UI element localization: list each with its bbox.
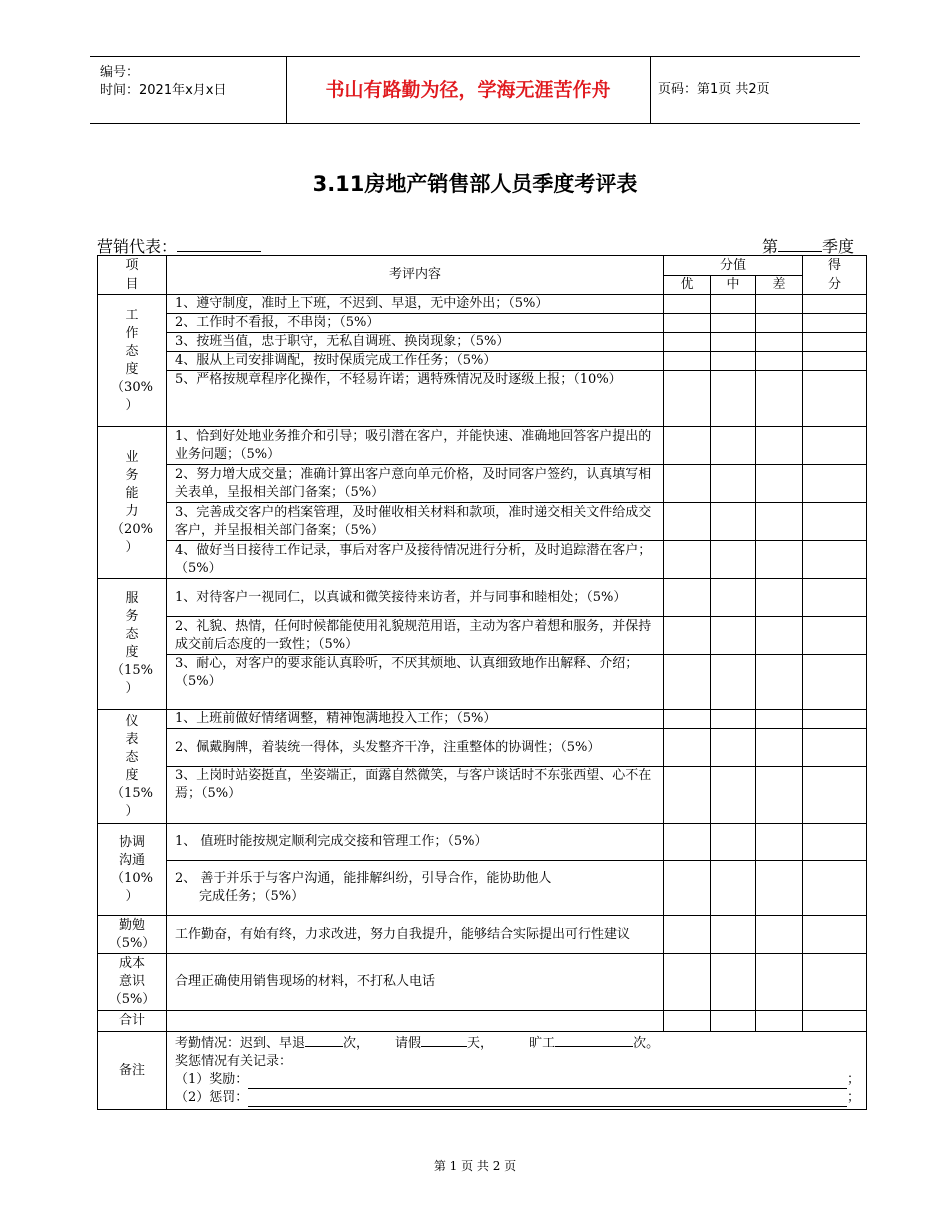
score-good-cell[interactable] — [664, 541, 711, 579]
time-label: 时间：2021年x月x日 — [100, 83, 227, 98]
criterion-item: 1、 值班时能按规定顺利完成交接和管理工作；（5%） — [167, 824, 664, 861]
page-title: 3.11房地产销售部人员季度考评表 — [312, 172, 638, 196]
score-total-cell[interactable] — [803, 916, 867, 954]
score-total-cell[interactable] — [803, 617, 867, 655]
col-bad-header: 差 — [756, 276, 803, 295]
quarter-blank[interactable] — [778, 237, 822, 252]
score-total-cell[interactable] — [803, 861, 867, 916]
score-good-cell[interactable] — [664, 503, 711, 541]
section-service-attitude: 服 务 态 度 （15% ） — [98, 579, 167, 710]
reward-blank[interactable] — [248, 1074, 847, 1089]
header-motto: 书山有路勤为径，学海无涯苦作舟 — [286, 57, 651, 123]
attendance-text: 请假 — [395, 1036, 422, 1051]
score-mid-cell[interactable] — [711, 916, 756, 954]
score-bad-cell[interactable] — [756, 954, 803, 1011]
score-mid-cell[interactable] — [711, 767, 756, 824]
score-good-cell[interactable] — [664, 352, 711, 371]
total-content-cell — [167, 1011, 664, 1032]
col-content-header: 考评内容 — [167, 256, 664, 295]
section-cost-awareness: 成本 意识 （5%） — [98, 954, 167, 1011]
score-mid-cell[interactable] — [711, 729, 756, 767]
section-work-attitude: 工 作 态 度 （30% ） — [98, 295, 167, 427]
criterion-item: 2、努力增大成交量；准确计算出客户意向单元价格，及时同客户签约，认真填写相关表单，呈报相关部门备案；（5%） — [167, 465, 664, 503]
score-mid-cell[interactable] — [711, 617, 756, 655]
score-total-cell[interactable] — [803, 503, 867, 541]
score-bad-cell[interactable] — [756, 465, 803, 503]
evaluation-table — [97, 255, 867, 1110]
score-total-cell[interactable] — [803, 579, 867, 617]
score-bad-cell[interactable] — [756, 541, 803, 579]
reward-label: （1）奖励： — [175, 1072, 249, 1087]
col-mid-header: 中 — [711, 276, 756, 295]
score-mid-cell[interactable] — [711, 314, 756, 333]
score-good-cell[interactable] — [664, 427, 711, 465]
score-total-cell[interactable] — [803, 729, 867, 767]
score-mid-cell[interactable] — [711, 541, 756, 579]
score-good-cell[interactable] — [664, 333, 711, 352]
score-good-cell[interactable] — [664, 710, 711, 729]
score-mid-cell[interactable] — [711, 1011, 756, 1032]
criterion-item: 1、恰到好处地业务推介和引导；吸引潜在客户，并能快速、准确地回答客户提出的业务问题；（5%） — [167, 427, 664, 465]
criterion-item: 合理正确使用销售现场的材料，不打私人电话 — [167, 954, 664, 1011]
score-total-cell[interactable] — [803, 427, 867, 465]
score-good-cell[interactable] — [664, 655, 711, 710]
criterion-item: 1、遵守制度，准时上下班，不迟到、早退，无中途外出；（5%） — [167, 295, 664, 314]
score-total-cell[interactable] — [803, 954, 867, 1011]
score-mid-cell[interactable] — [711, 465, 756, 503]
score-bad-cell[interactable] — [756, 295, 803, 314]
criterion-item: 4、服从上司安排调配，按时保质完成工作任务；（5%） — [167, 352, 664, 371]
criterion-item: 3、上岗时站姿挺直，坐姿端正，面露自然微笑，与客户谈话时不东张西望、心不在焉；（5%） — [167, 767, 664, 824]
col-good-header: 优 — [664, 276, 711, 295]
score-bad-cell[interactable] — [756, 371, 803, 427]
penalty-label: （2）惩罚： — [175, 1090, 249, 1105]
score-total-cell[interactable] — [803, 655, 867, 710]
criterion-item: 1、对待客户一视同仁，以真诚和微笑接待来访者，并与同事和睦相处；（5%） — [167, 579, 664, 617]
score-good-cell[interactable] — [664, 916, 711, 954]
score-mid-cell[interactable] — [711, 824, 756, 861]
penalty-blank[interactable] — [248, 1092, 847, 1107]
criterion-item: 2、工作时不看报，不串岗；（5%） — [167, 314, 664, 333]
score-bad-cell[interactable] — [756, 427, 803, 465]
quarter-field — [762, 234, 854, 257]
score-mid-cell[interactable] — [711, 503, 756, 541]
quarter-prefix: 第 — [761, 237, 778, 256]
attendance-text: 旷工 — [529, 1036, 556, 1051]
criterion-item: 1、上班前做好情绪调整，精神饱满地投入工作；（5%） — [167, 710, 664, 729]
attendance-text: 考勤情况：迟到、早退 — [175, 1036, 306, 1051]
criterion-item: 3、按班当值，忠于职守，无私自调班、换岗现象；（5%） — [167, 333, 664, 352]
score-total-cell[interactable] — [803, 465, 867, 503]
score-good-cell[interactable] — [664, 861, 711, 916]
score-total-cell[interactable] — [803, 824, 867, 861]
score-bad-cell[interactable] — [756, 729, 803, 767]
total-label: 合计 — [98, 1011, 167, 1032]
page-header — [90, 56, 860, 124]
score-total-cell[interactable] — [803, 541, 867, 579]
col-score-header: 分值 — [664, 256, 803, 276]
score-bad-cell[interactable] — [756, 617, 803, 655]
score-bad-cell[interactable] — [756, 861, 803, 916]
attendance-text: 次， — [343, 1036, 370, 1051]
criterion-item: 2、佩戴胸牌，着装统一得体，头发整齐干净，注重整体的协调性；（5%） — [167, 729, 664, 767]
attendance-text: 天， — [467, 1036, 494, 1051]
score-mid-cell[interactable] — [711, 427, 756, 465]
score-bad-cell[interactable] — [756, 579, 803, 617]
score-total-cell[interactable] — [803, 710, 867, 729]
score-total-cell[interactable] — [803, 767, 867, 824]
col-item-header: 项 目 — [98, 256, 167, 295]
score-good-cell[interactable] — [664, 617, 711, 655]
criterion-item: 3、耐心，对客户的要求能认真聆听，不厌其烦地、认真细致地作出解释、介绍；（5%） — [167, 655, 664, 710]
score-good-cell[interactable] — [664, 465, 711, 503]
section-business-ability: 业 务 能 力 （20% ） — [98, 427, 167, 579]
criterion-item — [167, 861, 664, 916]
score-good-cell[interactable] — [664, 954, 711, 1011]
score-good-cell[interactable] — [664, 295, 711, 314]
criterion-item: 4、做好当日接待工作记录，事后对客户及接待情况进行分析，及时追踪潜在客户；（5%） — [167, 541, 664, 579]
criterion-item: 工作勤奋，有始有终，力求改进，努力自我提升，能够结合实际提出可行性建议 — [167, 916, 664, 954]
score-mid-cell[interactable] — [711, 954, 756, 1011]
score-bad-cell[interactable] — [756, 916, 803, 954]
rep-field — [97, 234, 261, 257]
attendance-line — [175, 1032, 860, 1053]
end-mark: ； — [847, 1072, 861, 1087]
end-mark: ； — [847, 1090, 861, 1105]
criterion-item: 2、礼貌、热情，任何时候都能使用礼貌规范用语，主动为客户着想和服务，并保持成交前后态度的一致性；（5%） — [167, 617, 664, 655]
score-bad-cell[interactable] — [756, 333, 803, 352]
score-good-cell[interactable] — [664, 729, 711, 767]
rep-blank[interactable] — [177, 237, 261, 252]
rep-label: 营销代表： — [97, 237, 178, 256]
score-bad-cell[interactable] — [756, 710, 803, 729]
section-appearance: 仪 表 态 度 （15% ） — [98, 710, 167, 824]
col-total-header: 得 分 — [803, 256, 867, 295]
score-total-cell[interactable] — [803, 352, 867, 371]
score-bad-cell[interactable] — [756, 824, 803, 861]
score-good-cell[interactable] — [664, 824, 711, 861]
quarter-suffix: 季度 — [821, 237, 854, 256]
late-count-blank[interactable] — [305, 1032, 343, 1047]
criterion-item: 5、严格按规章程序化操作，不轻易许诺；遇特殊情况及时逐级上报；（10%） — [167, 371, 664, 427]
score-bad-cell[interactable] — [756, 1011, 803, 1032]
score-mid-cell[interactable] — [711, 579, 756, 617]
score-bad-cell[interactable] — [756, 503, 803, 541]
score-bad-cell[interactable] — [756, 655, 803, 710]
score-bad-cell[interactable] — [756, 767, 803, 824]
attendance-text: 次。 — [633, 1036, 660, 1051]
score-mid-cell[interactable] — [711, 371, 756, 427]
leave-days-blank[interactable] — [421, 1032, 467, 1047]
score-good-cell[interactable] — [664, 767, 711, 824]
score-total-cell[interactable] — [803, 371, 867, 427]
page-footer: 第 1 页 共 2 页 — [433, 1159, 517, 1173]
score-total-cell[interactable] — [803, 314, 867, 333]
records-label: 奖惩情况有关记录： — [175, 1054, 293, 1069]
score-total-cell[interactable] — [803, 333, 867, 352]
score-mid-cell[interactable] — [711, 333, 756, 352]
penalty-line — [175, 1089, 860, 1107]
score-total-cell[interactable] — [803, 1011, 867, 1032]
absence-count-blank[interactable] — [555, 1032, 633, 1047]
remarks-content — [167, 1032, 867, 1110]
section-diligence: 勤勉 （5%） — [98, 916, 167, 954]
score-mid-cell[interactable] — [711, 655, 756, 710]
score-bad-cell[interactable] — [756, 314, 803, 333]
score-mid-cell[interactable] — [711, 295, 756, 314]
header-meta — [90, 57, 287, 123]
score-mid-cell[interactable] — [711, 352, 756, 371]
serial-label: 编号： — [100, 65, 140, 80]
score-bad-cell[interactable] — [756, 352, 803, 371]
score-good-cell[interactable] — [664, 1011, 711, 1032]
section-coordination: 协调 沟通 （10% ） — [98, 824, 167, 916]
remarks-label: 备注 — [98, 1032, 167, 1110]
score-mid-cell[interactable] — [711, 710, 756, 729]
criterion-line: 完成任务；（5%） — [199, 889, 305, 904]
reward-line — [175, 1071, 860, 1089]
criterion-item: 3、完善成交客户的档案管理，及时催收相关材料和款项，准时递交相关文件给成交客户，并呈报相关部门备案；（5%） — [167, 503, 664, 541]
header-page-info: 页码：第1页 共2页 — [658, 82, 770, 97]
score-mid-cell[interactable] — [711, 861, 756, 916]
score-good-cell[interactable] — [664, 314, 711, 333]
score-total-cell[interactable] — [803, 295, 867, 314]
score-good-cell[interactable] — [664, 579, 711, 617]
score-good-cell[interactable] — [664, 371, 711, 427]
criterion-line: 2、 善于并乐于与客户沟通，能排解纠纷，引导合作，能协助他人 — [175, 871, 552, 886]
